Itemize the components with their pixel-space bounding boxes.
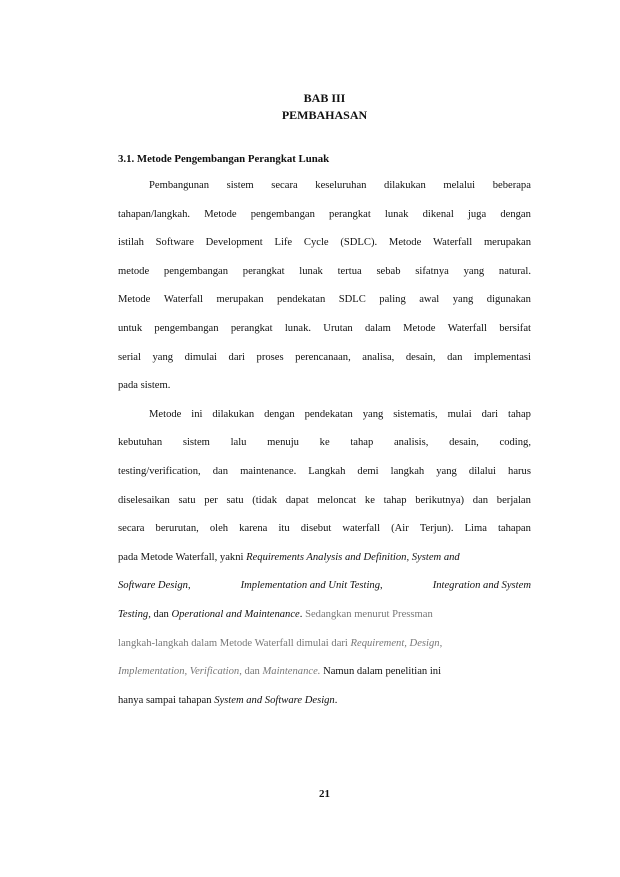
word: kebutuhan [118, 437, 163, 449]
word: bersifat [499, 322, 531, 334]
word: tahap [350, 437, 374, 449]
word: awal [419, 294, 440, 306]
word: beberapa [492, 180, 531, 191]
word: (tidak [252, 494, 277, 506]
paragraph-line [118, 458, 531, 487]
word: dikenal [422, 208, 454, 220]
page-number: 21 [319, 788, 330, 800]
word: lalu [230, 437, 247, 449]
word: serial [118, 351, 141, 363]
word: lunak [299, 265, 323, 277]
word: dan [212, 465, 229, 477]
word: melalui [443, 180, 476, 191]
word: perangkat [329, 208, 371, 220]
paragraph-line [118, 658, 531, 687]
word: Terjun). [419, 523, 454, 535]
word: dengan [500, 208, 531, 220]
paragraph-line [118, 630, 531, 659]
word: pengembangan [163, 265, 229, 277]
text-run: , dan [148, 608, 172, 620]
text-run: , [187, 580, 191, 592]
paragraph-line [118, 229, 531, 258]
word: tertua [337, 265, 362, 277]
paragraph-line [118, 286, 531, 315]
word: harus [508, 465, 531, 477]
word: lunak. [284, 322, 312, 334]
gray-run: langkah-langkah dalam Metode Waterfall dimulai dari [118, 637, 351, 649]
word: berikutnya) [415, 494, 465, 506]
gray-run: , dan [239, 666, 263, 678]
word: dan [447, 351, 463, 363]
word: demi [357, 465, 379, 477]
text-run [118, 572, 191, 601]
word: merupakan [483, 237, 531, 249]
gray-italic-run: Implementation, Verification [118, 666, 240, 678]
word: tahapan/langkah. [118, 208, 191, 220]
word: keseluruhan [315, 180, 367, 191]
word: dilakukan [384, 180, 426, 191]
italic-run: Software Design [118, 580, 188, 592]
gray-italic-run: Requirement, Design, [350, 637, 443, 649]
word: natural. [498, 265, 531, 277]
section-heading: 3.1. Metode Pengembangan Perangkat Lunak [118, 153, 330, 165]
word: untuk [118, 322, 143, 334]
paragraph-line [118, 258, 531, 287]
text-run: hanya sampai tahapan [118, 694, 215, 706]
word: Metode [204, 208, 237, 220]
word: ke [319, 437, 330, 449]
word: proses [256, 351, 284, 363]
paragraph-line [118, 201, 531, 230]
word: berjalan [496, 494, 531, 506]
word: perangkat [242, 265, 285, 277]
word: tahap [383, 494, 407, 506]
word: Metode [388, 237, 422, 249]
word: mulai [447, 408, 472, 420]
text-run: . [334, 694, 338, 706]
word: Waterfall [447, 322, 487, 334]
body-text [118, 172, 531, 715]
word: itu [278, 523, 290, 535]
word: sebab [376, 265, 401, 277]
paragraph-line [118, 601, 531, 630]
word: yang [152, 351, 174, 363]
word: karena [239, 523, 268, 535]
chapter-title: PEMBAHASAN [281, 108, 368, 122]
word: yang [436, 465, 457, 477]
word: per [204, 494, 218, 506]
word: yang [362, 408, 384, 420]
word: (Air [391, 523, 409, 535]
word: testing/verification, [118, 465, 201, 477]
text-run [241, 572, 383, 601]
paragraph-line [118, 429, 531, 458]
word: ke [364, 494, 375, 506]
word: yang [452, 294, 474, 306]
paragraph-line: pada sistem. [118, 380, 171, 392]
gray-run: Sedangkan menurut Pressman [305, 608, 433, 620]
word: meloncat [317, 494, 357, 506]
italic-run: Requirements Analysis and Definition, System and [246, 551, 460, 563]
word: paling [379, 294, 406, 306]
word: dapat [285, 494, 309, 506]
italic-run: Integration and System [432, 580, 531, 592]
paragraph-line [118, 344, 531, 373]
word: dari [228, 351, 245, 363]
text-run: , [380, 580, 383, 592]
word: Langkah [308, 465, 346, 477]
italic-run: Implementation and Unit Testing [240, 580, 381, 592]
word: Metode [149, 408, 182, 420]
word: Waterfall [433, 237, 473, 249]
word: Development [205, 237, 263, 249]
word: tahap [508, 408, 531, 420]
word: pengembangan [250, 208, 315, 220]
text-run: . [299, 608, 306, 620]
word: Metode [118, 294, 151, 306]
word: Lima [464, 523, 487, 535]
word: perencanaan, [295, 351, 351, 363]
word: dilakukan [212, 408, 255, 420]
word: secara [118, 523, 145, 535]
word: Urutan [323, 322, 353, 334]
word: perangkat [230, 322, 273, 334]
word: (SDLC). [340, 237, 378, 249]
word: oleh [209, 523, 229, 535]
word: sistematis, [393, 408, 438, 420]
word: Pembangunan [149, 180, 210, 191]
word: yang [463, 265, 485, 277]
word: waterfall [342, 523, 381, 535]
word: dilalui [468, 465, 496, 477]
word: sifatnya [415, 265, 449, 277]
paragraph-line [118, 487, 531, 516]
paragraph-line [118, 687, 531, 716]
word: disebut [300, 523, 332, 535]
word: dalam [364, 322, 391, 334]
word: metode [118, 265, 150, 277]
word: satu [226, 494, 244, 506]
word: dengan [264, 408, 295, 420]
word: maintenance. [240, 465, 297, 477]
word: merupakan [216, 294, 264, 306]
word: tahapan [497, 523, 531, 535]
word: langkah [390, 465, 425, 477]
paragraph-line [118, 401, 531, 430]
word: diselesaikan [118, 494, 170, 506]
word: Metode [403, 322, 436, 334]
word: ini [191, 408, 203, 420]
chapter-number: BAB III [303, 91, 346, 105]
word: Cycle [303, 237, 329, 249]
word: pengembangan [154, 322, 219, 334]
word: digunakan [486, 294, 531, 306]
word: sistem [226, 180, 254, 191]
word: SDLC [338, 294, 366, 306]
word: Life [274, 237, 293, 249]
word: analisa, [362, 351, 395, 363]
text-run: Namun dalam penelitian ini [320, 666, 442, 678]
paragraph-line [118, 544, 531, 573]
italic-run: Testing [118, 608, 149, 620]
word: analisis, [393, 437, 429, 449]
gray-italic-run: Maintenance. [262, 666, 321, 678]
paragraph-line [118, 315, 531, 344]
word: dari [481, 408, 499, 420]
word: menuju [267, 437, 299, 449]
word: dan [472, 494, 489, 506]
word: desain, [449, 437, 479, 449]
word: Software [155, 237, 194, 249]
word: juga [467, 208, 487, 220]
word: istilah [118, 237, 144, 249]
italic-run: System and Software Design [214, 694, 335, 706]
word: implementasi [473, 351, 531, 363]
paragraph-line [118, 172, 531, 201]
word: lunak [384, 208, 409, 220]
word: satu [178, 494, 196, 506]
paragraph-line [118, 515, 531, 544]
word: secara [271, 180, 298, 191]
word: pendekatan [304, 408, 353, 420]
word: coding, [499, 437, 531, 449]
word: Waterfall [163, 294, 203, 306]
word: sistem [182, 437, 210, 449]
word: berurutan, [155, 523, 199, 535]
paragraph-line [118, 572, 531, 601]
word: dimulai [184, 351, 217, 363]
word: desain, [405, 351, 436, 363]
italic-run: Operational and Maintenance [171, 608, 300, 620]
text-run: pada Metode Waterfall, yakni [118, 551, 247, 563]
word: pendekatan [277, 294, 326, 306]
